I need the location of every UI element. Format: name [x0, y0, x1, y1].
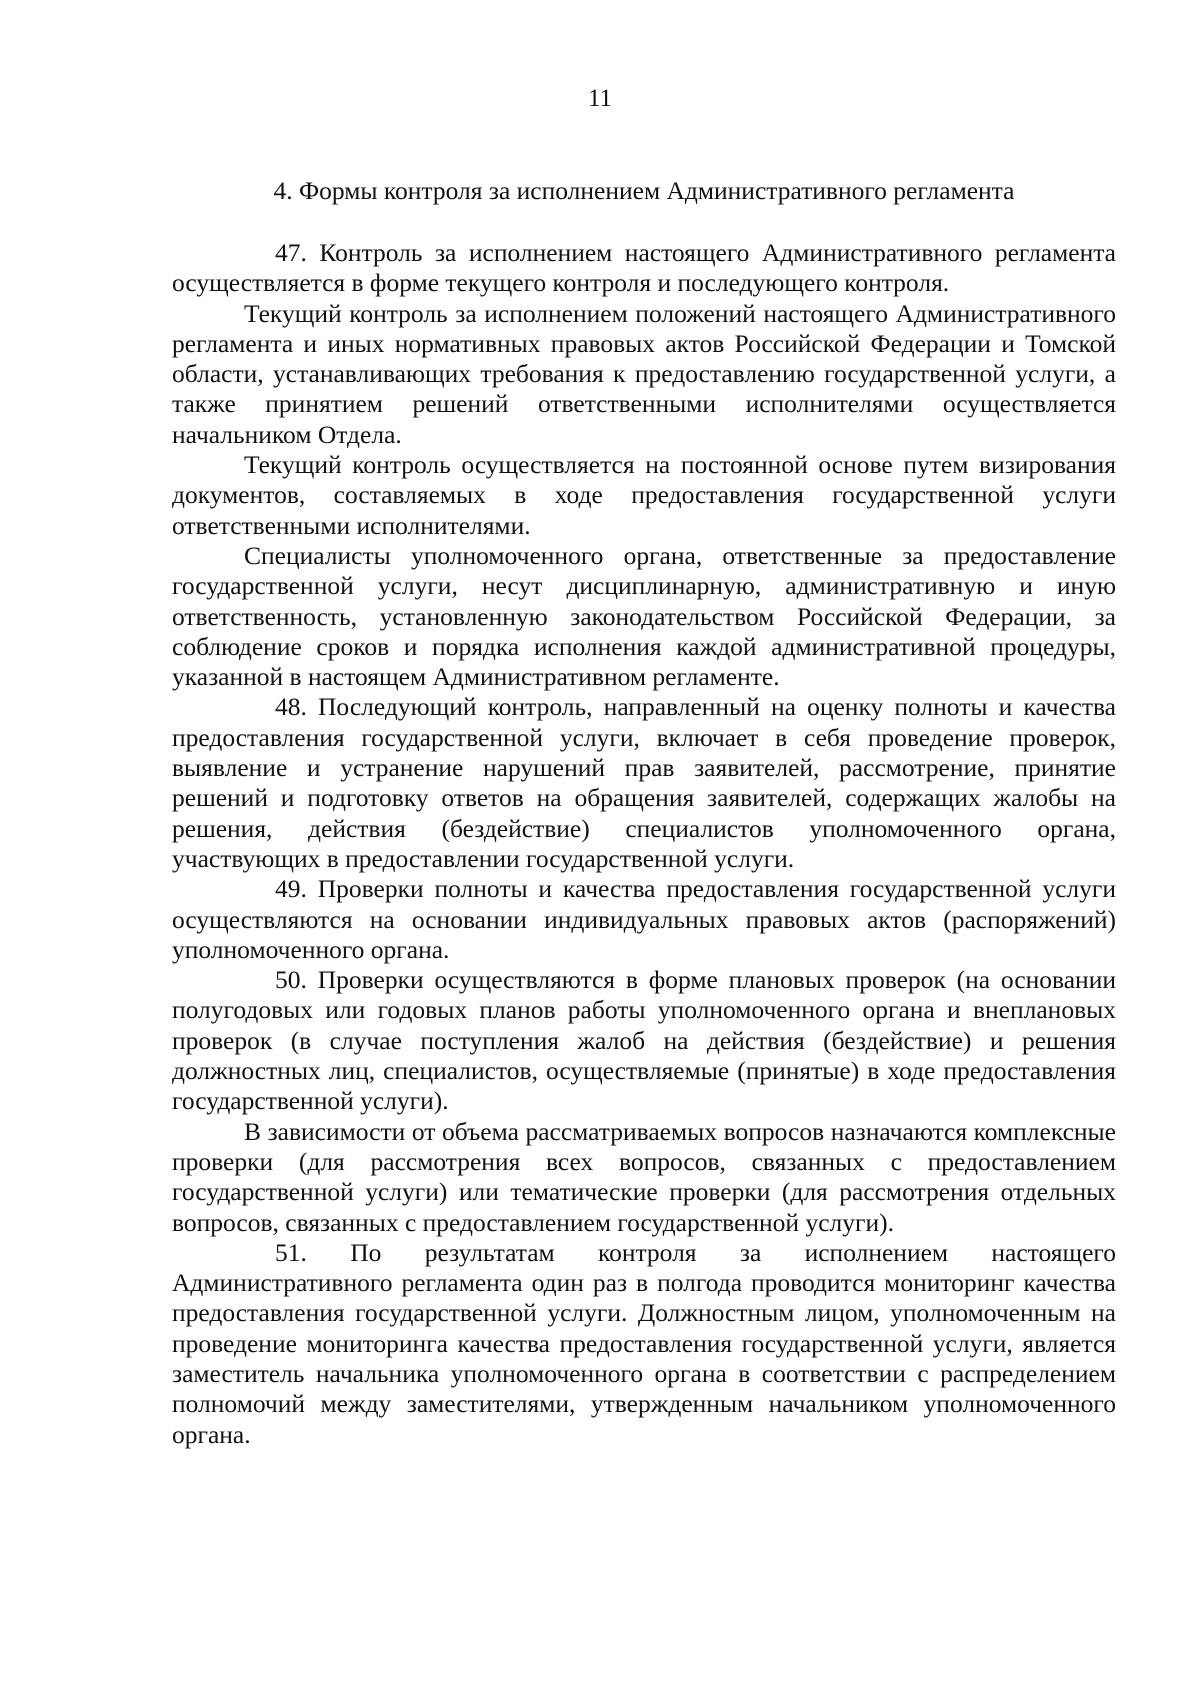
- paragraph-specialists-responsibility: Специалисты уполномоченного органа, ответственные за предоставление государственной услуги, несут дисциплинарную, административную и иную ответственность, установленную законодательством Российской Федерации, за соблюдение сроков и порядка исполнения каждой административной процедуры, указанной в настоящем Административном регламенте.: [172, 540, 1116, 692]
- document-body: [172, 238, 1116, 1450]
- paragraph-47: 47. Контроль за исполнением настоящего Административного регламента осуществляется в форме текущего контроля и последующего контроля.: [172, 238, 1116, 298]
- paragraph-50: 50. Проверки осуществляются в форме плановых проверок (на основании полугодовых или годовых планов работы уполномоченного органа и внеплановых проверок (в случае поступления жалоб на действия (бездействие) и решения должностных лиц, специалистов, осуществляемые (принятые) в ходе предоставления государственной услуги).: [172, 965, 1116, 1116]
- paragraph-51: 51. По результатам контроля за исполнением настоящего Административного регламента один раз в полгода проводится мониторинг качества предоставления государственной услуги. Должностным лицом, уполномоченным на проведение мониторинга качества предоставления государственной услуги, является заместитель начальника уполномоченного органа в соответствии с распределением полномочий между заместителями, утвержденным начальником уполномоченного органа.: [172, 1237, 1116, 1449]
- page-number: 11: [587, 85, 613, 112]
- paragraph-48: 48. Последующий контроль, направленный на оценку полноты и качества предоставления государственной услуги, включает в себя проведение проверок, выявление и устранение нарушений прав заявителей, рассмотрение, принятие решений и подготовку ответов на обращения заявителей, содержащих жалобы на решения, действия (бездействие) специалистов уполномоченного органа, участвующих в предоставлении государственной услуги.: [172, 692, 1116, 873]
- paragraph-current-control-basis: Текущий контроль осуществляется на постоянной основе путем визирования документов, составляемых в ходе предоставления государственной услуги ответственными исполнителями.: [172, 450, 1116, 540]
- paragraph-current-control: Текущий контроль за исполнением положений настоящего Административного регламента и иных нормативных правовых актов Российской Федерации и Томской области, устанавливающих требования к предоставлению государственной услуги, а также принятием решений ответственными исполнителями осуществляется начальником Отдела.: [172, 298, 1116, 449]
- paragraph-49: 49. Проверки полноты и качества предоставления государственной услуги осуществляются на основании индивидуальных правовых актов (распоряжений) уполномоченного органа.: [172, 874, 1116, 964]
- paragraph-check-types: В зависимости от объема рассматриваемых вопросов назначаются комплексные проверки (для рассмотрения всех вопросов, связанных с предоставлением государственной услуги) или тематические проверки (для рассмотрения отдельных вопросов, связанных с предоставлением государственной услуги).: [172, 1116, 1116, 1237]
- section-title: 4. Формы контроля за исполнением Административного регламента: [273, 176, 1015, 205]
